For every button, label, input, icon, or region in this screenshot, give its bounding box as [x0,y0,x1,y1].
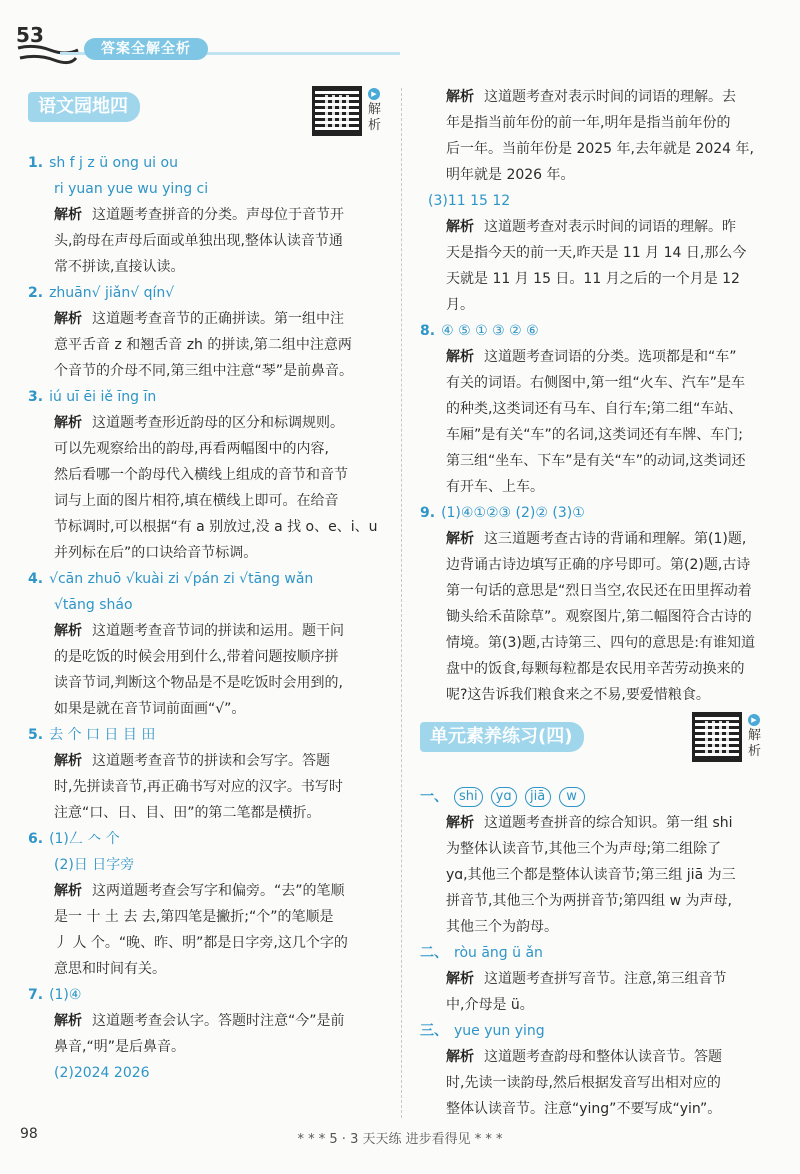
answer-line: ④ ⑤ ① ③ ② ⑥ [441,323,539,339]
item-number: 9. [420,505,436,521]
answer-line: yue yun ying [454,1023,545,1039]
answer-item [420,1018,772,1122]
analysis-text: 个音节的介母不同,第三组中注意“琴”是前鼻音。 [54,363,353,379]
analysis-text: 这道题考查拼音的分类。声母位于音节开 [92,207,344,223]
answer-item [28,826,384,982]
analysis-text: 丿 人 个。“晚、昨、明”都是日字旁,这几个字的 [54,935,348,951]
item-number: 8. [420,323,436,339]
qr-label: 解析 [748,728,762,759]
analysis-text: 词与上面的图片相符,填在横线上即可。在给音 [54,493,339,509]
answer-line: sh f j z ü ong ui ou [49,155,178,171]
analysis-text: 这道题考查韵母和整体认读音节。答题 [484,1049,722,1065]
analysis-text: 后一年。当前年份是 2025 年,去年就是 2024 年, [446,141,754,157]
answer-item [420,318,772,500]
answer-item [420,784,772,940]
analysis-text: 可以先观察给出的韵母,再看两幅图中的内容, [54,441,329,457]
analysis-text: 年是指当前年份的前一年,明年是指当前年份的 [446,115,731,131]
analysis-text: 第三组“坐车、下车”是有关“车”的动词,这类词还 [446,453,746,469]
item-number: 1. [28,155,44,171]
analysis-text: 节标调时,可以根据“有 a 别放过,没 a 找 o、e、i、u [54,519,378,535]
analysis-text: 锄头给禾苗除草”。观察图片,第二幅图符合古诗的 [446,609,752,625]
play-icon: ▶ [748,714,760,726]
analysis-text: 的种类,这类词还有马车、自行车;第二组“车站、 [446,401,743,417]
item-number: 5. [28,727,44,743]
answer-line: ri yuan yue wu ying ci [54,181,209,197]
analysis-text: 鼻音,“明”是后鼻音。 [54,1039,185,1055]
circled-answer: shi [454,787,483,807]
analysis-text: 这道题考查拼写音节。注意,第三组音节 [484,971,727,987]
analysis-label: 解析 [54,1013,82,1029]
analysis-label: 解析 [54,753,82,769]
analysis-text: 这道题考查对表示时间的词语的理解。去 [484,89,736,105]
analysis-text: 这道题考查词语的分类。选项都是和“车” [484,349,737,365]
item-number: 三、 [420,1023,448,1039]
analysis-label: 解析 [446,1049,474,1065]
analysis-text: 呢?这告诉我们粮食来之不易,要爱惜粮食。 [446,687,710,703]
item-number: 7. [28,987,44,1003]
answer-item [420,500,772,708]
analysis-text: 这道题考查音节词的拼读和运用。题干问 [92,623,344,639]
answer-line: (1)④ [49,987,82,1003]
analysis-text: 意平舌音 z 和翘舌音 zh 的拼读,第二组中注意两 [54,337,352,353]
analysis-text: 意思和时间有关。 [54,961,166,977]
analysis-text: 是一 十 土 去 去,第四笔是撇折;“个”的笔顺是 [54,909,334,925]
circled-answer: yɑ [491,787,517,807]
analysis-text: 这道题考查形近韵母的区分和标调规则。 [92,415,344,431]
qr-label: 解析 [368,102,382,133]
answer-line: (3)11 15 12 [428,193,511,209]
analysis-text: 如果是就在音节词前面画“√”。 [54,701,246,717]
analysis-text: 有关的词语。右侧图中,第一组“火车、汽车”是车 [446,375,745,391]
svg-text:5: 5 [16,23,30,47]
analysis-text: 这三道题考查古诗的背诵和理解。第(1)题, [484,531,747,547]
answer-item [420,940,772,1018]
analysis-text: 盘中的饭食,每颗每粒都是农民用辛苦劳动换来的 [446,661,745,677]
analysis-text: 中,介母是 ü。 [446,997,534,1013]
analysis-text: 注意“口、日、目、田”的第二笔都是横折。 [54,805,321,821]
left-column [28,92,384,1086]
answer-line: zhuān√ jiǎn√ qín√ [49,285,175,301]
analysis-text: 这道题考查对表示时间的词语的理解。昨 [484,219,736,235]
answer-line: (2)2024 2026 [54,1065,150,1081]
analysis-text: 第一句话的意思是“烈日当空,农民还在田里挥动着 [446,583,752,599]
analysis-label: 解析 [446,815,474,831]
analysis-text: 为整体认读音节,其他三个为声母;第二组除了 [446,841,722,857]
answer-line: (2)日 日字旁 [54,857,135,873]
analysis-text: 整体认读音节。注意“ying”不要写成“yin”。 [446,1101,722,1117]
analysis-label: 解析 [446,89,474,105]
analysis-label: 解析 [446,531,474,547]
answer-line: (1)④①②③ (2)② (3)① [441,505,585,521]
analysis-text: 车厢”是有关“车”的名词,这类词还有车牌、车门; [446,427,743,443]
analysis-text: 其他三个为韵母。 [446,919,558,935]
brand-banner: 答案全解全析 [84,38,208,60]
answer-line: √tāng sháo [54,597,133,613]
analysis-text: 明年就是 2026 年。 [446,167,575,183]
footer-slogan: * * * 5 · 3 天天练 进步看得见 * * * [297,1132,503,1147]
svg-text:3: 3 [30,23,44,47]
qr-code-icon[interactable] [692,712,742,762]
analysis-text: 并列标在后”的口诀给音节标调。 [54,545,258,561]
analysis-text: 情境。第(3)题,古诗第三、四句的意思是:有谁知道 [446,635,755,651]
section-header [28,92,384,150]
analysis-label: 解析 [446,219,474,235]
analysis-text: 读音节词,判断这个物品是不是吃饭时会用到的, [54,675,343,691]
item-number: 2. [28,285,44,301]
analysis-text: 然后看哪一个韵母代入横线上组成的音节和音节 [54,467,348,483]
analysis-text: 边背诵古诗边填写正确的序号即可。第(2)题,古诗 [446,557,751,573]
answer-line: iú uī ēi iě īng īn [49,389,157,405]
answer-item [28,722,384,826]
analysis-text: 这道题考查拼音的综合知识。第一组 shi [484,815,733,831]
answer-item [28,280,384,384]
analysis-label: 解析 [54,311,82,327]
answer-item [28,384,384,566]
item-number: 4. [28,571,44,587]
section-title: 单元素养练习(四) [420,722,584,752]
column-divider [401,88,402,1118]
analysis-text: 头,韵母在声母后面或单独出现,整体认读音节通 [54,233,343,249]
circled-answer: w [559,787,585,807]
analysis-label: 解析 [446,971,474,987]
page-number: 98 [20,1126,38,1142]
answer-line: 去 个 口 日 目 田 [49,727,156,743]
analysis-text: 拼音节,其他三个为两拼音节;第四组 w 为声母, [446,893,732,909]
item-number: 3. [28,389,44,405]
item-number: 二、 [420,945,448,961]
answer-line: (1)𠃋 𠆢 个 [49,831,120,847]
analysis-text: 天就是 11 月 15 日。11 月之后的一个月是 12 月。 [446,271,740,313]
analysis-text: 时,先拼读音节,再正确书写对应的汉字。书写时 [54,779,343,795]
analysis-text: 有开车、上车。 [446,479,544,495]
item-number: 一、 [420,789,448,805]
circled-answer: jiā [525,787,551,807]
analysis-text: 这道题考查会认字。答题时注意“今”是前 [92,1013,345,1029]
analysis-text: yɑ,其他三个都是整体认读音节;第三组 jiā 为三 [446,867,736,883]
analysis-label: 解析 [54,415,82,431]
analysis-text: 这道题考查音节的拼读和会写字。答题 [92,753,330,769]
analysis-text: 天是指今天的前一天,昨天是 11 月 14 日,那么今 [446,245,747,261]
analysis-text: 的是吃饭的时候会用到什么,带着问题按顺序拼 [54,649,339,665]
section-header [420,716,772,784]
analysis-label: 解析 [446,349,474,365]
answer-item [28,150,384,280]
answer-item [28,982,384,1086]
right-column [420,84,772,1122]
brand-logo-icon [14,20,80,66]
analysis-label: 解析 [54,207,82,223]
analysis-text: 这道题考查音节的正确拼读。第一组中注 [92,311,344,327]
analysis-label: 解析 [54,623,82,639]
section-title: 语文园地四 [28,92,140,122]
answer-item [28,566,384,722]
analysis-text: 这两道题考查会写字和偏旁。“去”的笔顺 [92,883,345,899]
answer-line: √cān zhuō √kuài zi √pán zi √tāng wǎn [49,571,314,587]
analysis-text: 常不拼读,直接认读。 [54,259,185,275]
qr-code-icon[interactable] [312,86,362,136]
play-icon: ▶ [368,88,380,100]
answer-line: ròu ānɡ ü ǎn [454,945,543,961]
analysis-label: 解析 [54,883,82,899]
analysis-text: 时,先读一读韵母,然后根据发音写出相对应的 [446,1075,721,1091]
item-number: 6. [28,831,44,847]
